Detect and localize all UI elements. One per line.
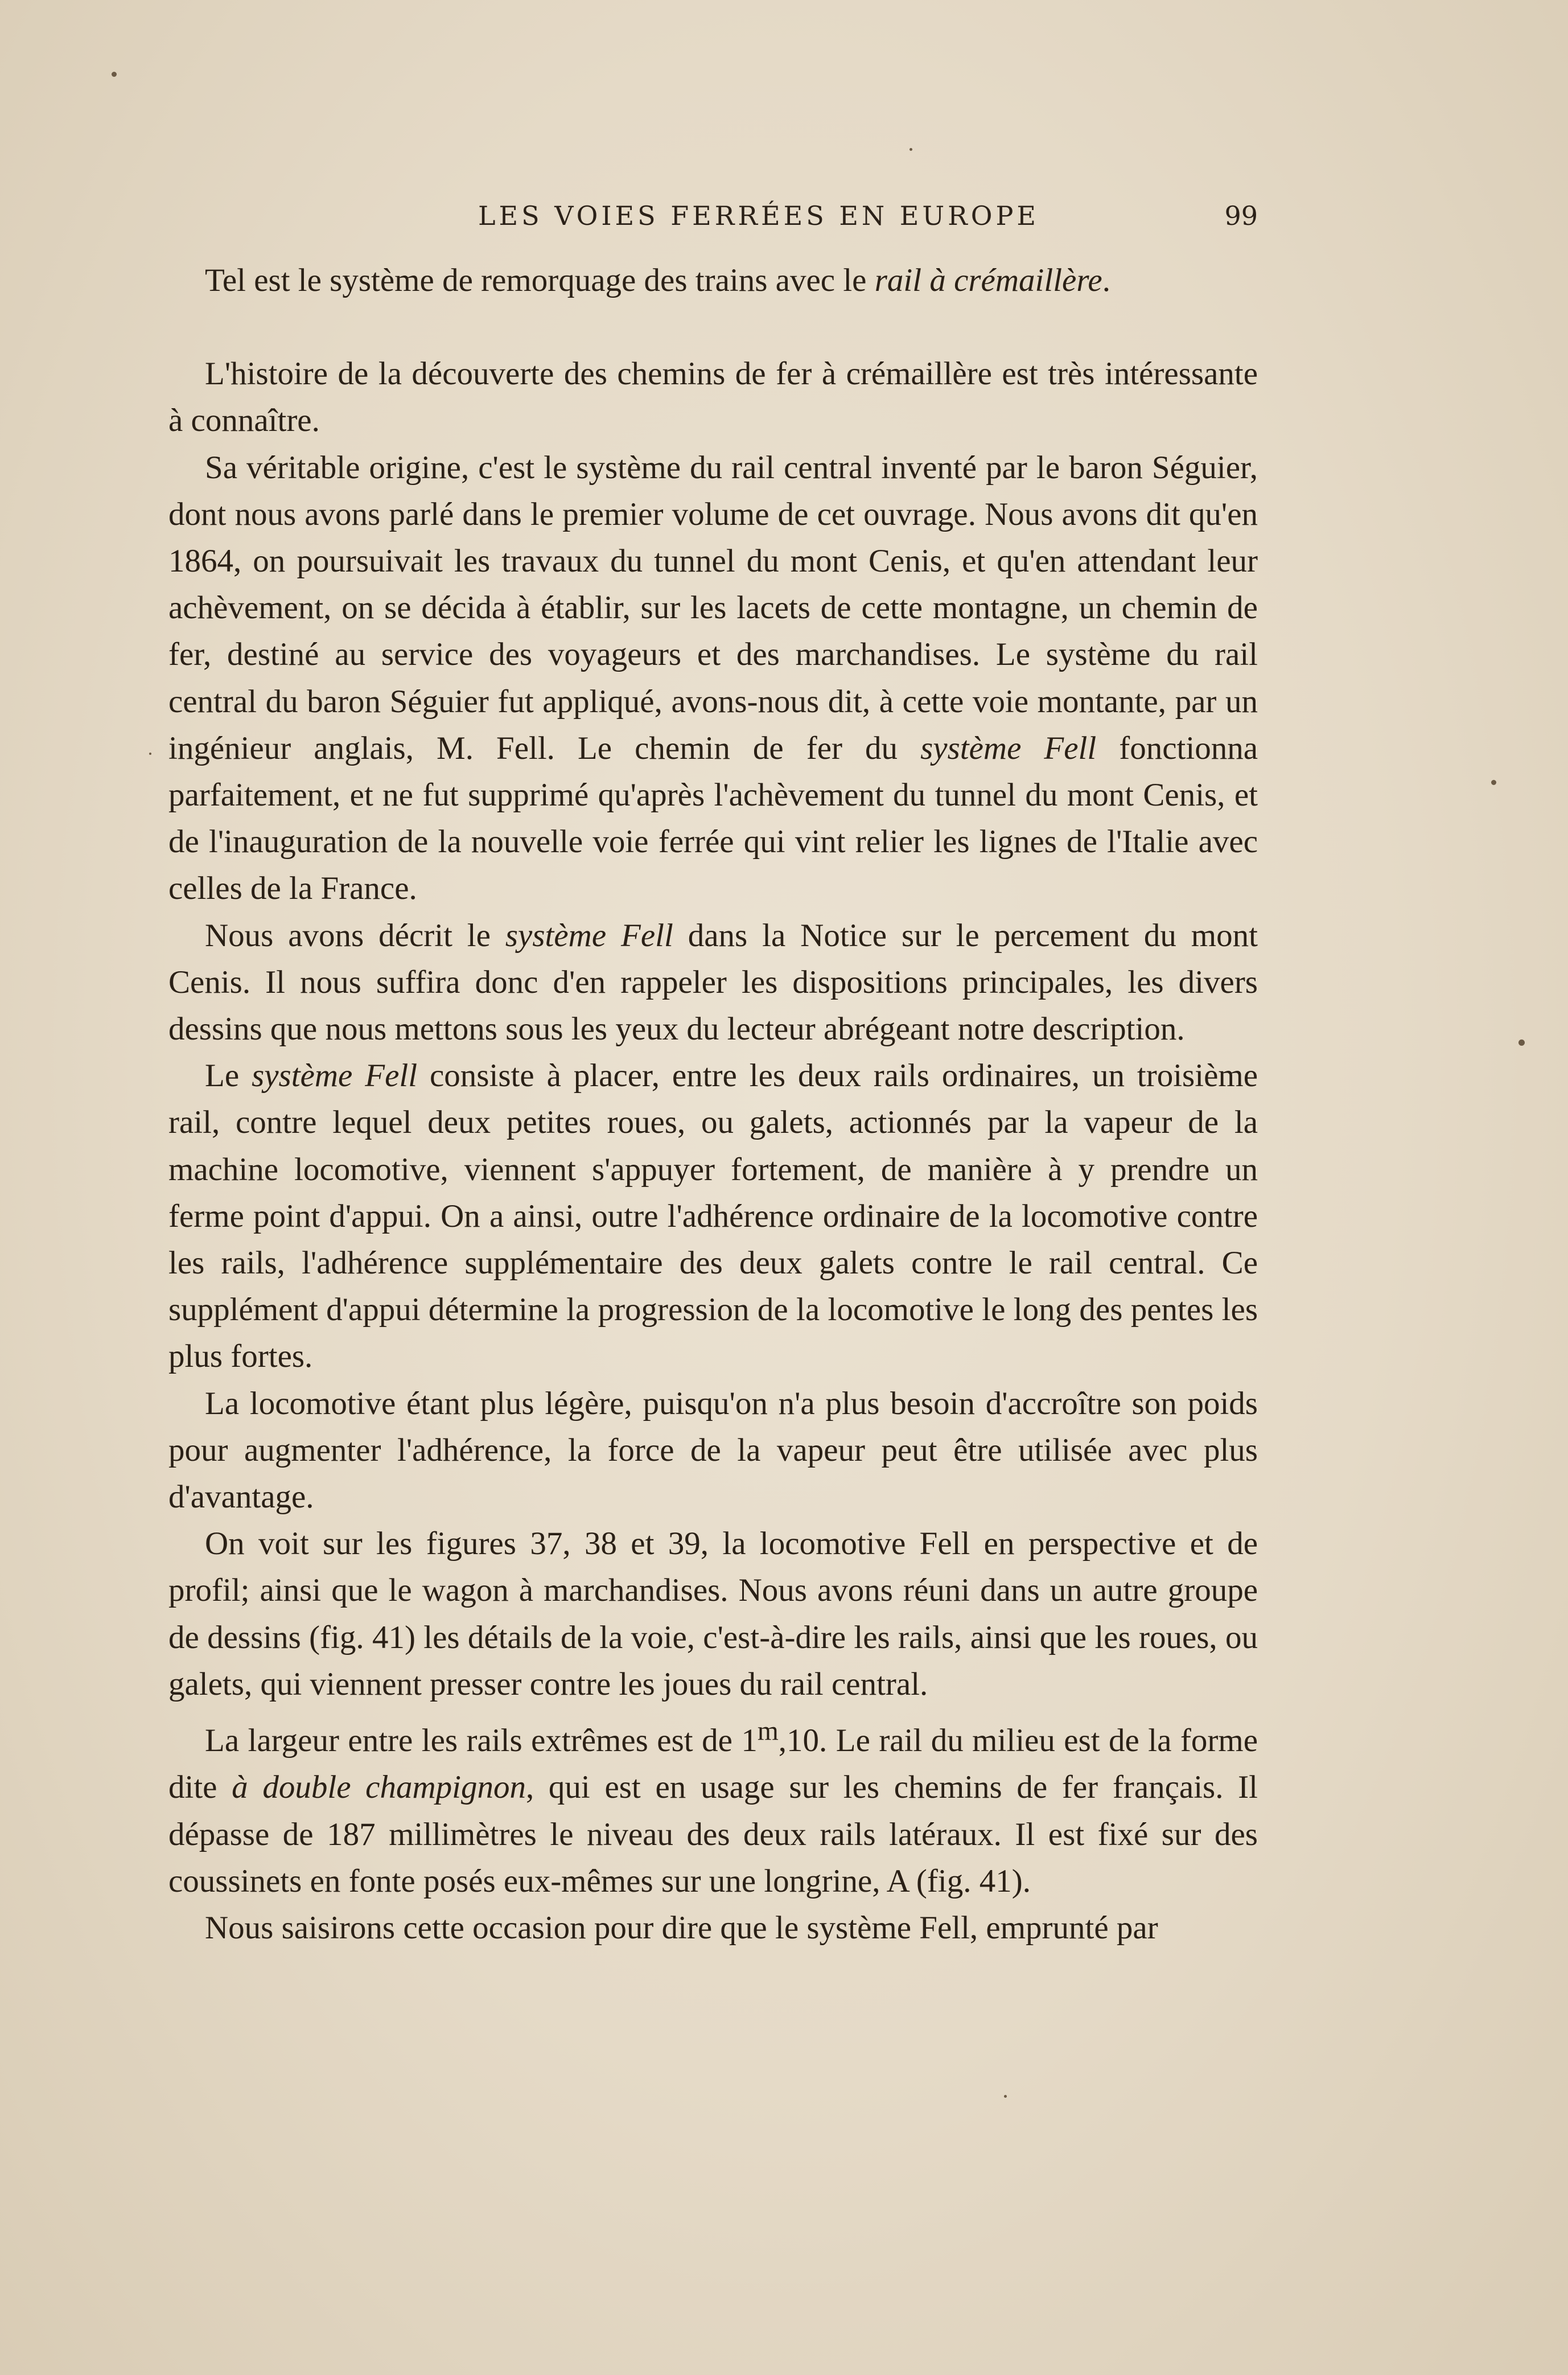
paragraph: On voit sur les figures 37, 38 et 39, la locomotive Fell en perspective et de profil; ainsi que le wagon à marchandises. Nous avons réuni dans un autre groupe de dessins (fig. 41) les détails de la voie, c'est-à-dire les rails, ainsi que les roues, ou galets, qui viennent presser contre les joues du rail central.	[168, 1526, 1258, 1702]
unit-superscript: m	[757, 1716, 779, 1747]
paper-speck	[149, 753, 151, 755]
page-number: 99	[1224, 200, 1258, 231]
paragraph: L'histoire de la découverte des chemins de fer à crémaillère est très intéressante à connaître.	[168, 356, 1258, 439]
running-title: LES VOIES FERRÉES EN EUROPE	[478, 200, 1040, 231]
paragraph: Le système Fell consiste à placer, entre les deux rails ordinaires, un troisième rail, contre lequel deux petites roues, ou galets, actionnés par la vapeur de la machine locomotive, viennent s'appuyer fortement, de manière à y prendre un ferme point d'appui. On a ainsi, outre l'adhérence ordinaire de la locomotive contre les rails, l'adhérence supplémentaire des deux galets contre le rail central. Ce supplément d'appui détermine la progression de la locomotive le long des pentes les plus fortes.	[168, 1058, 1258, 1375]
italic-term: système Fell	[252, 1058, 418, 1094]
italic-term: système Fell	[505, 917, 673, 954]
italic-term: système Fell	[920, 730, 1097, 766]
italic-term: à double champignon	[232, 1769, 526, 1806]
paragraph: Sa véritable origine, c'est le système du rail central inventé par le baron Séguier, dont nous avons parlé dans le premier volume de cet ouvrage. Nous avons dit qu'en 1864, on poursuivait les travaux du tunnel du mont Cenis, et qu'en attendant leur achèvement, on se décida à établir, sur les lacets de cette montagne, un chemin de fer, destiné au service des voyageurs et des marchandises. Le système du rail central du baron Séguier fut appliqué, avons-nous dit, à cette voie montante, par un ingénieur anglais, M. Fell. Le chemin de fer du système Fell fonctionna parfaitement, et ne fut supprimé qu'après l'achèvement du tunnel du mont Cenis, et de l'inauguration de la nouvelle voie ferrée qui vint relier les lignes de l'Italie avec celles de la France.	[168, 449, 1258, 907]
page-header	[171, 200, 1258, 246]
paragraph: Nous avons décrit le système Fell dans la Notice sur le percement du mont Cenis. Il nous suffira donc d'en rappeler les dispositions principales, les divers dessins que nous mettons sous les yeux du lecteur abrégeant notre description.	[168, 917, 1258, 1047]
body-text	[168, 257, 1258, 1951]
paragraph: Tel est le système de remorquage des trains avec le rail à crémaillère.	[205, 262, 1110, 298]
paragraph: Nous saisirons cette occasion pour dire que le système Fell, emprunté par	[205, 1909, 1158, 1946]
paper-speck	[112, 72, 117, 77]
paper-speck	[1518, 1039, 1525, 1046]
paper-speck	[909, 148, 912, 151]
paragraph: La locomotive étant plus légère, puisqu'on n'a plus besoin d'accroître son poids pour augmenter l'adhérence, la force de la vapeur peut être utilisée avec plus d'avantage.	[168, 1385, 1258, 1515]
paragraph: La largeur entre les rails extrêmes est de 1$^m$,10. Le rail du milieu est de la forme dite à double champignon, qui est en usage sur les chemins de fer français. Il dépasse de 187 millimètres le niveau des deux rails latéraux. Il est fixé sur des coussinets en fonte posés eux-mêmes sur une longrine, A (fig. 41).	[168, 1716, 1258, 1899]
paper-speck	[1491, 780, 1496, 785]
paper-speck	[1004, 2095, 1007, 2098]
italic-term: rail à crémaillère	[874, 262, 1102, 298]
